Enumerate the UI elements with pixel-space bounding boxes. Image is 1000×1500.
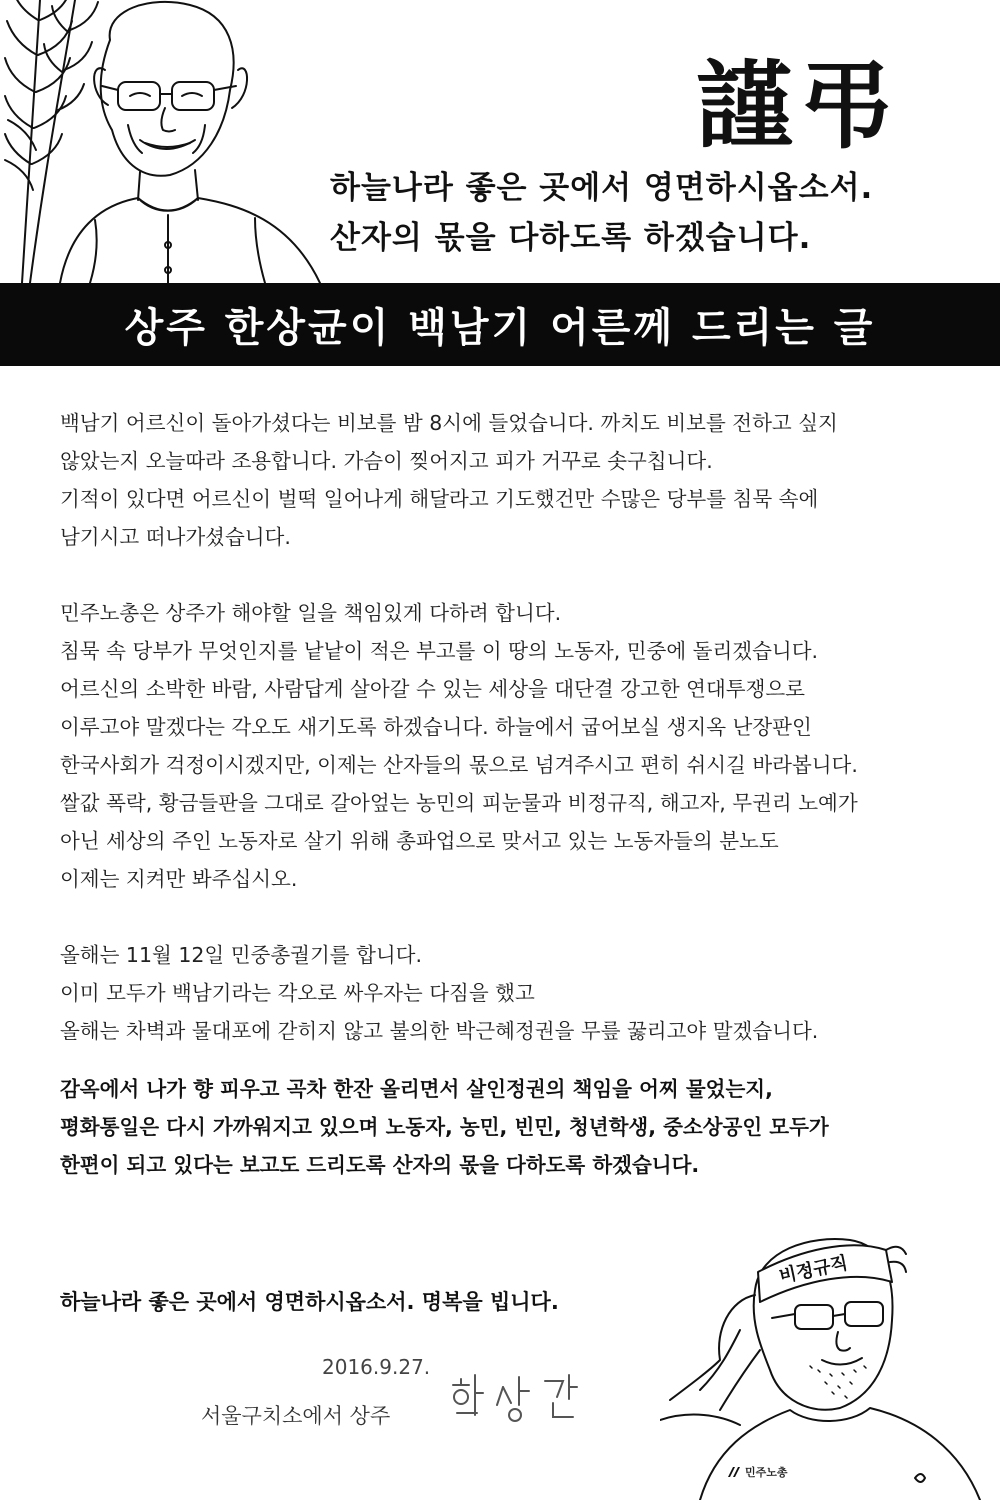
text-line: 이미 모두가 백남기라는 각오로 싸우자는 다짐을 했고 (60, 981, 535, 1005)
signature (445, 1365, 595, 1425)
text-line: 올해는 차벽과 물대포에 갇히지 않고 불의한 박근혜정권을 무릎 꿇리고야 말겠습니다. (60, 1019, 819, 1043)
header (0, 0, 1000, 283)
text-line: 올해는 11월 12일 민중총궐기를 합니다. (60, 943, 422, 967)
paragraph (60, 594, 960, 898)
header-condolence-line-2: 산자의 몫을 다하도록 하겠습니다. (330, 220, 812, 256)
text-line: 기적이 있다면 어르신이 벌떡 일어나게 해달라고 기도했건만 수많은 당부를 침묵 속에 (60, 487, 819, 511)
closing-line: 하늘나라 좋은 곳에서 영면하시옵소서. 명복을 빕니다. (60, 1290, 559, 1314)
text-line: 이루고야 말겠다는 각오도 새기도록 하겠습니다. 하늘에서 굽어보실 생지옥 난장판인 (60, 715, 812, 739)
bold-paragraph (60, 1070, 960, 1184)
text-line: 아닌 세상의 주인 노동자로 살기 위해 총파업으로 맞서고 있는 노동자들의 분노도 (60, 829, 779, 853)
text-line: 남기시고 떠나가셨습니다. (60, 525, 291, 549)
letter-place: 서울구치소에서 상주 (201, 1404, 391, 1428)
bold-text-line: 평화통일은 다시 가까워지고 있으며 노동자, 농민, 빈민, 청년학생, 중소상공인 모두가 (60, 1115, 829, 1139)
header-title-hanja: 謹弔 (696, 49, 900, 162)
kctu-logo-icon (727, 1466, 741, 1478)
text-line: 어르신의 소박한 바람, 사람답게 살아갈 수 있는 세상을 대단결 강고한 연대투쟁으로 (60, 677, 805, 701)
text-line: 쌀값 폭락, 황금들판을 그대로 갈아엎는 농민의 피눈물과 비정규직, 해고자, 무권리 노예가 (60, 791, 858, 815)
text-line: 백남기 어르신이 돌아가셨다는 비보를 밤 8시에 들었습니다. 까치도 비보를 전하고 싶지 (60, 411, 838, 435)
bold-text-line: 한편이 되고 있다는 보고도 드리도록 산자의 몫을 다하도록 하겠습니다. (60, 1153, 700, 1177)
text-line: 이제는 지켜만 봐주십시오. (60, 867, 298, 891)
text-line: 민주노총은 상주가 해야할 일을 책임있게 다하려 합니다. (60, 601, 562, 625)
letter-body (60, 404, 960, 1222)
text-line: 침묵 속 당부가 무엇인지를 낱낱이 적은 부고를 이 땅의 노동자, 민중에 돌리겠습니다. (60, 639, 819, 663)
portrait-illustration-bottom (660, 1210, 1000, 1500)
letter-date: 2016.9.27. (322, 1355, 431, 1379)
portrait-illustration-top (0, 0, 330, 283)
kctu-logo (727, 1464, 788, 1480)
banner-title: 상주 한상균이 백남기 어른께 드리는 글 (124, 305, 876, 351)
text-line: 한국사회가 걱정이시겠지만, 이제는 산자들의 몫으로 넘겨주시고 편히 쉬시길 바라봅니다. (60, 753, 858, 777)
kctu-logo-text: 민주노총 (745, 1466, 788, 1479)
bold-text-line: 감옥에서 나가 향 피우고 곡차 한잔 올리면서 살인정권의 책임을 어찌 물었는지, (60, 1077, 773, 1101)
headband-text: 비정규직 (777, 1252, 850, 1288)
header-condolence-line-1: 하늘나라 좋은 곳에서 영면하시옵소서. (330, 170, 874, 206)
paragraph (60, 404, 960, 556)
paragraph (60, 936, 960, 1050)
title-banner (0, 283, 1000, 366)
text-line: 않았는지 오늘따라 조용합니다. 가슴이 찢어지고 피가 거꾸로 솟구칩니다. (60, 449, 713, 473)
